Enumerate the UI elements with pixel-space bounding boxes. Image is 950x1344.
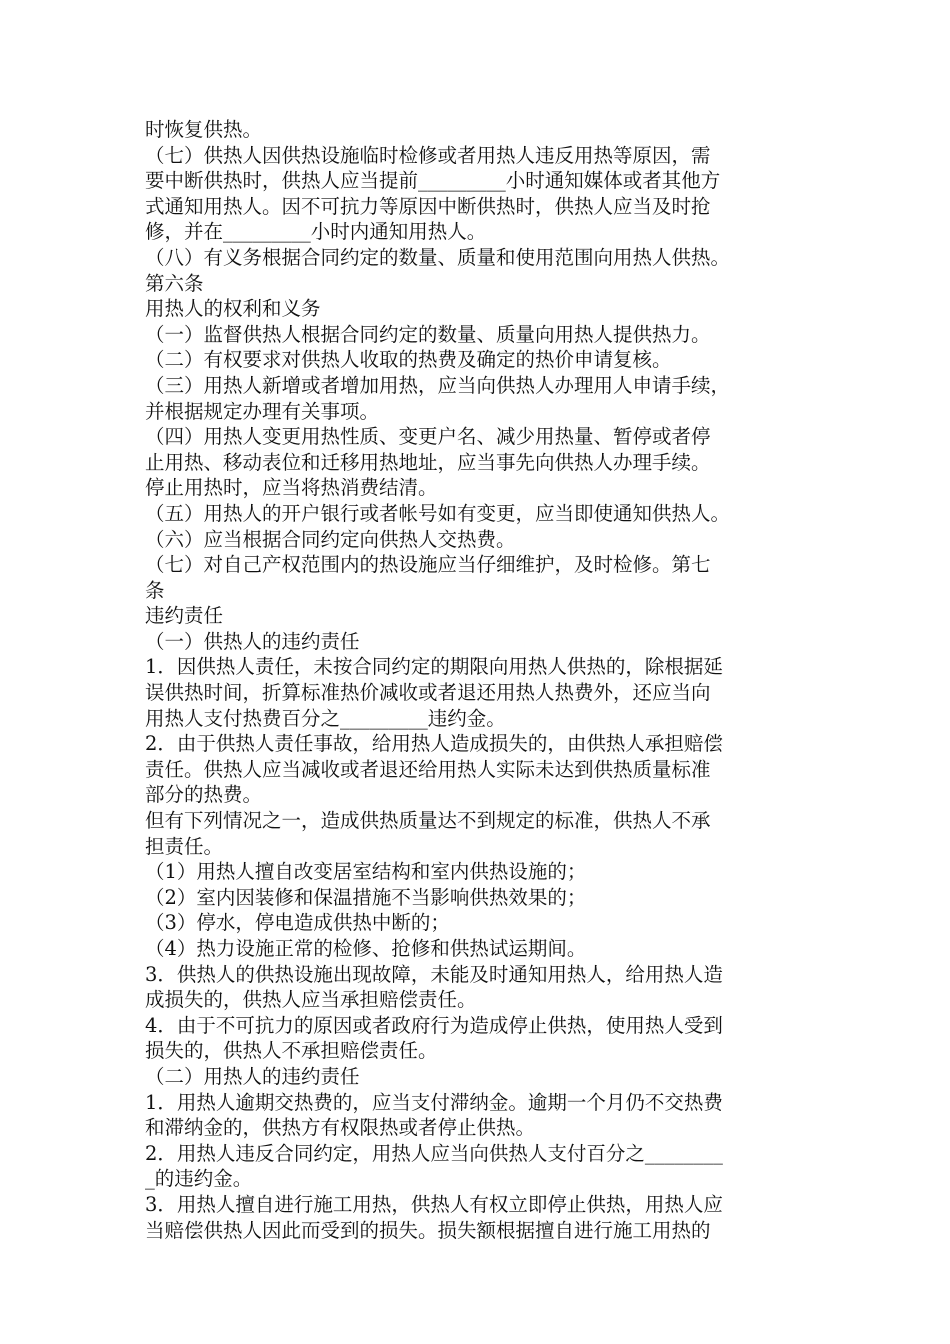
section-heading: 第六条 [145,271,204,295]
text-line: 3．用热人擅自进行施工用热，供热人有权立即停止供热，用热人应 [145,1192,723,1216]
text-line: （五）用热人的开户银行或者帐号如有变更，应当即使通知供热人。 [145,501,731,525]
text-line: （七）对自己产权范围内的热设施应当仔细维护，及时检修。第七 [145,553,711,577]
text-line: 2．由于供热人责任事故，给用热人造成损失的，由供热人承担赔偿 [145,732,723,756]
text-line: 4．由于不可抗力的原因或者政府行为造成停止供热，使用热人受到 [145,1013,723,1037]
subsection-title: （二）用热人的违约责任 [145,1064,360,1088]
text-line: 1．因供热人责任，未按合同约定的期限向用热人供热的，除根据延 [145,655,723,679]
text-line: 和滞纳金的，供热方有权限热或者停止供热。 [145,1116,536,1140]
text-line: 时恢复供热。 [145,118,263,141]
text-line: 担责任。 [145,834,224,858]
text-line: 条 [145,578,165,602]
text-line: （七）供热人因供热设施临时检修或者用热人违反用热等原因，需 [145,143,711,167]
text-line: 责任。供热人应当减收或者退还给用热人实际未达到供热质量标准 [145,757,711,781]
text-line: 损失的，供热人不承担赔偿责任。 [145,1039,438,1063]
text-line: 修，并在_________小时内通知用热人。 [145,220,487,244]
text-line: 用热人支付热费百分之_________违约金。 [145,706,506,730]
text-line: 1．用热人逾期交热费的，应当支付滞纳金。逾期一个月仍不交热费 [145,1090,723,1114]
text-line: 当赔偿供热人因此而受到的损失。损失额根据擅自进行施工用热的 [145,1218,711,1242]
document-body [145,117,810,1243]
text-line: 部分的热费。 [145,783,263,807]
text-line: 并根据规定办理有关事项。 [145,399,380,423]
text-line: 要中断供热时，供热人应当提前_________小时通知媒体或者其他方 [145,169,721,193]
text-line: 但有下列情况之一，造成供热质量达不到规定的标准，供热人不承 [145,809,711,833]
text-line: 停止用热时，应当将热消费结清。 [145,476,438,500]
text-line: （八）有义务根据合同约定的数量、质量和使用范围向用热人供热。 [145,245,731,269]
text-line: （二）有权要求对供热人收取的热费及确定的热价申请复核。 [145,348,672,372]
text-line: （3）停水，停电造成供热中断的； [145,911,450,935]
text-line: 2．用热人违反合同约定，用热人应当向供热人支付百分之________ [145,1141,723,1165]
subsection-title: （一）供热人的违约责任 [145,629,360,653]
text-line: （六）应当根据合同约定向供热人交热费。 [145,527,516,551]
text-line: _的违约金。 [145,1167,253,1191]
text-line: （三）用热人新增或者增加用热，应当向供热人办理用人申请手续， [145,373,731,397]
text-line: 3．供热人的供热设施出现故障，未能及时通知用热人，给用热人造 [145,962,723,986]
text-line: （4）热力设施正常的检修、抢修和供热试运期间。 [145,937,587,960]
text-line: 误供热时间，折算标准热价减收或者退还用热人热费外，还应当向 [145,681,711,705]
text-line: （2）室内因装修和保温措施不当影响供热效果的； [145,885,587,909]
text-line: 成损失的，供热人应当承担赔偿责任。 [145,988,477,1012]
text-line: （一）监督供热人根据合同约定的数量、质量向用热人提供热力。 [145,322,711,346]
section-title: 违约责任 [145,604,224,628]
text-line: （四）用热人变更用热性质、变更户名、减少用热量、暂停或者停 [145,425,711,449]
text-line: （1）用热人擅自改变居室结构和室内供热设施的； [145,860,587,884]
section-title: 用热人的权利和义务 [145,297,321,321]
text-line: 止用热、移动表位和迁移用热地址，应当事先向供热人办理手续。 [145,450,711,474]
text-line: 式通知用热人。因不可抗力等原因中断供热时，供热人应当及时抢 [145,194,711,218]
